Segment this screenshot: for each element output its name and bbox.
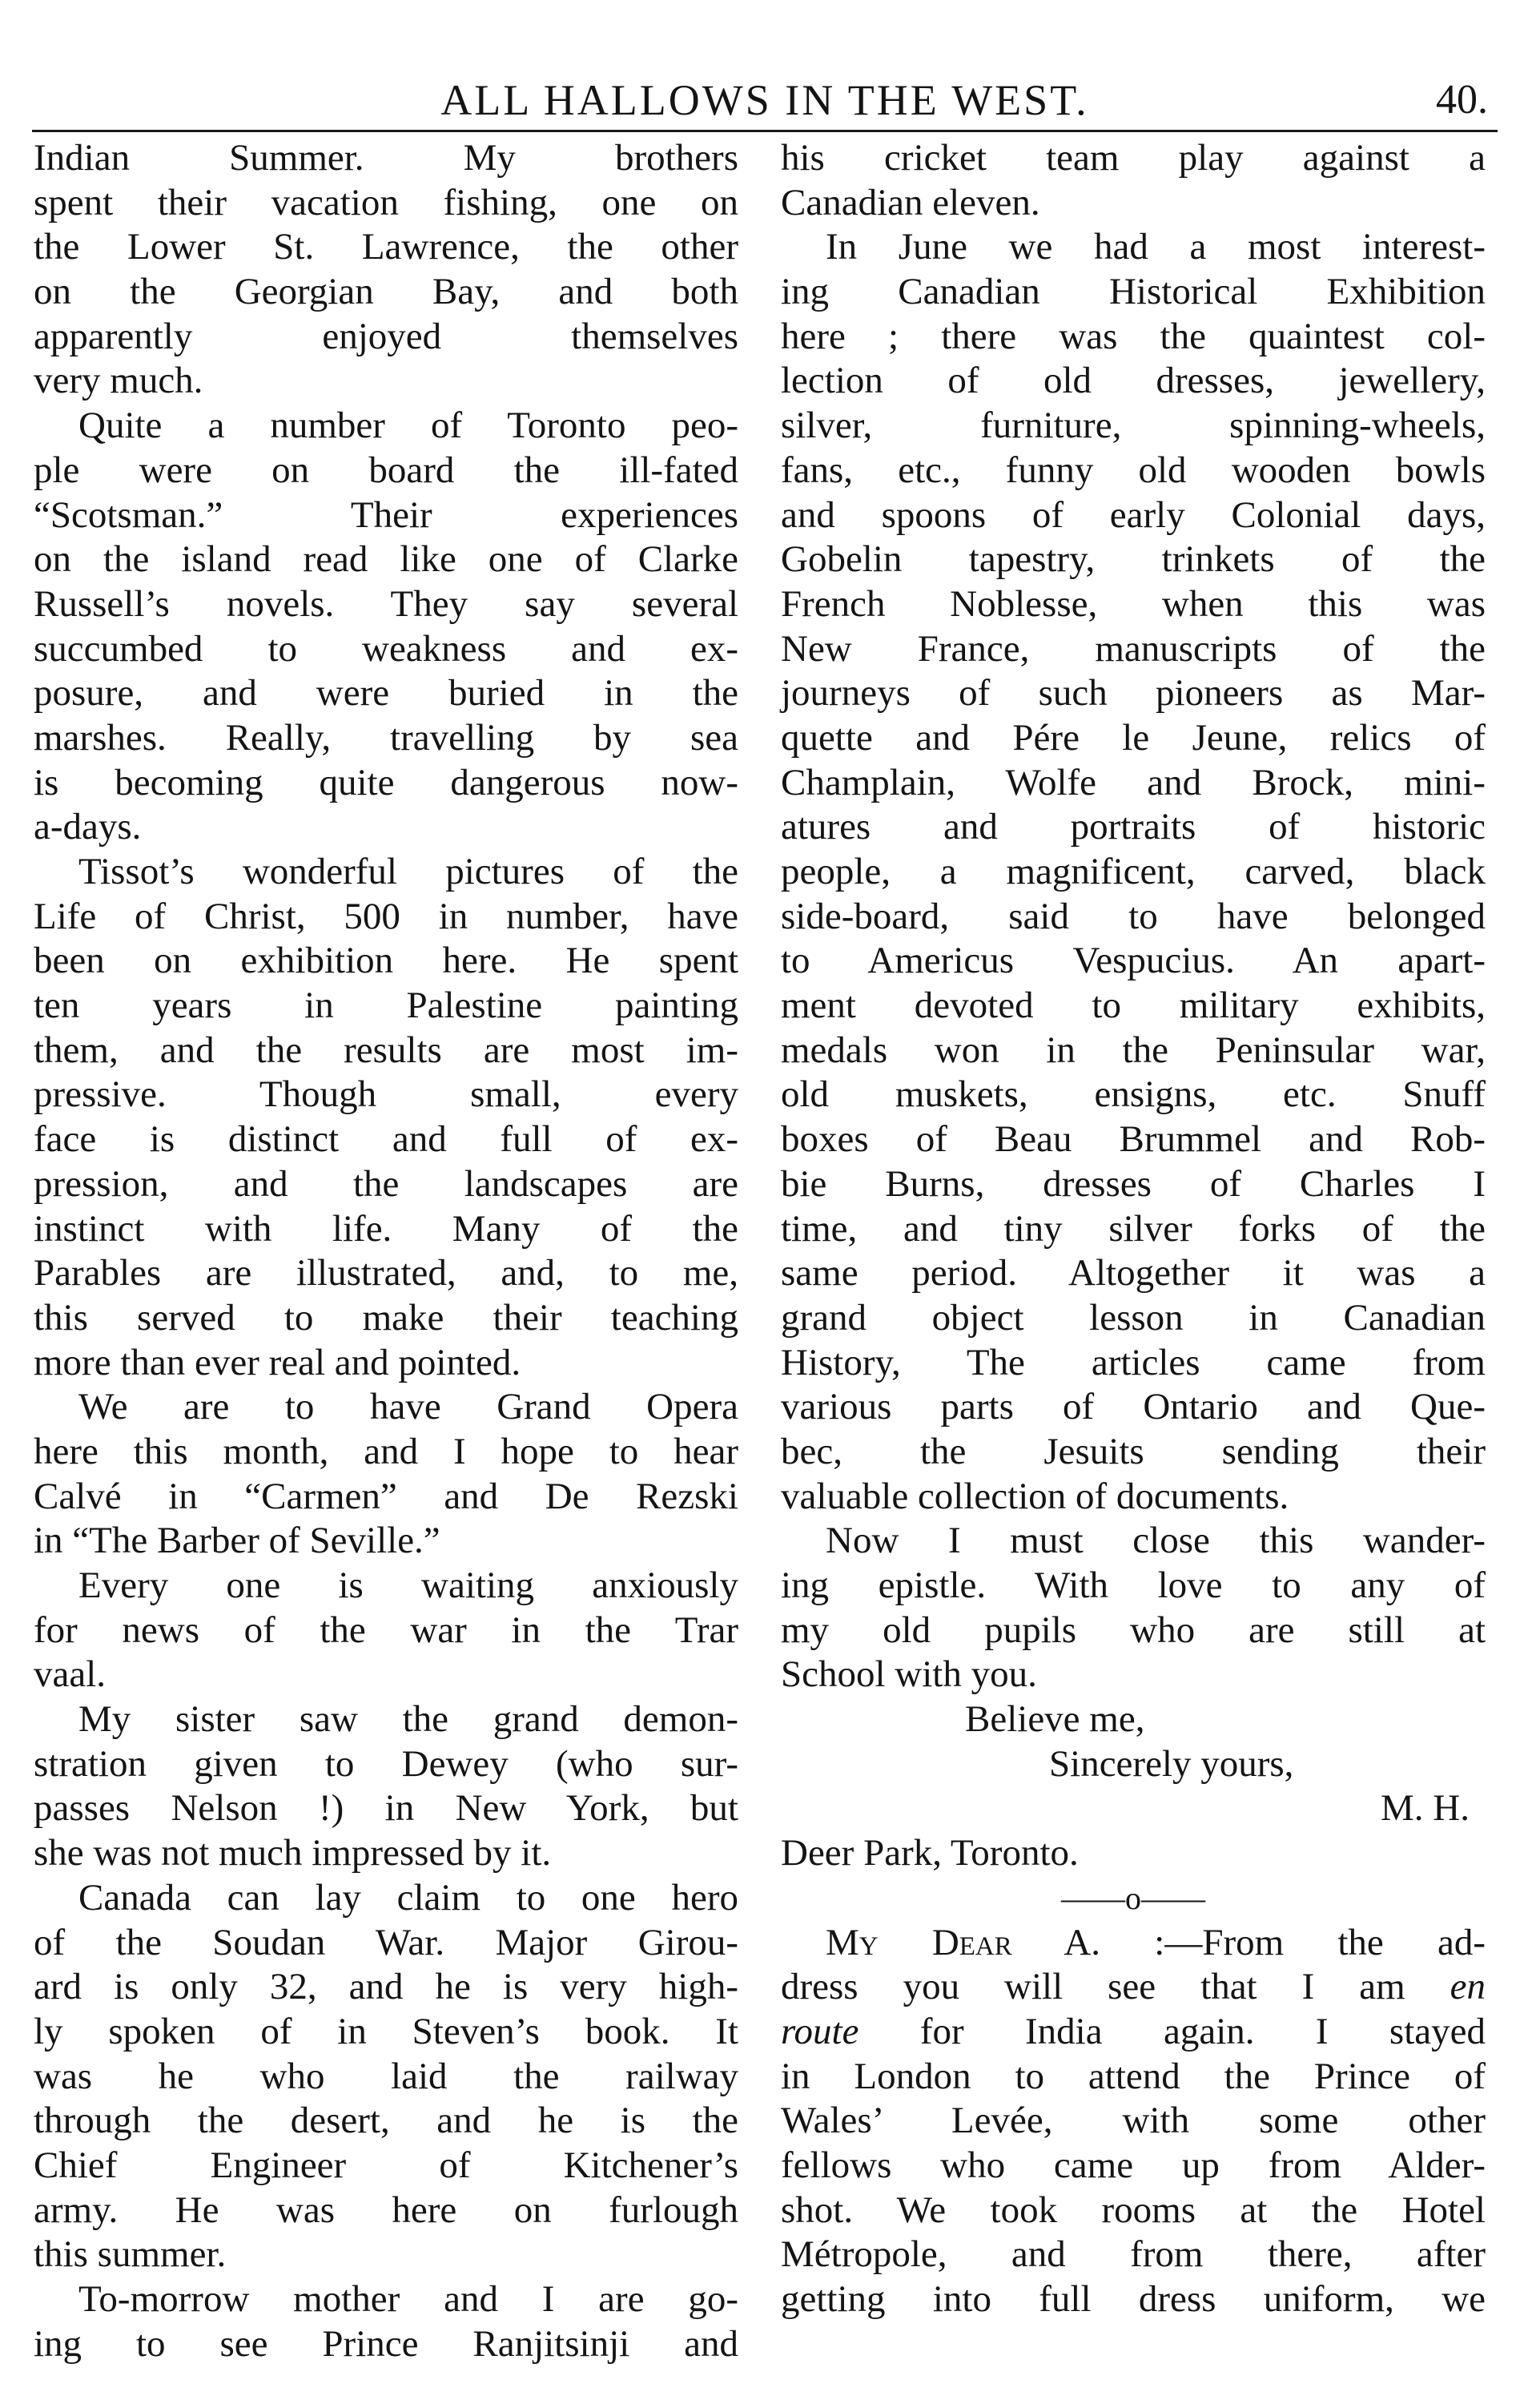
- text-line: Every one is waiting anxiously: [78, 1564, 738, 1606]
- text-line: Wales’ Levée, with some other: [781, 2100, 1486, 2142]
- text-line: quette and Pére le Jeune, relics of: [781, 716, 1486, 759]
- text-line: School with you.: [781, 1653, 1037, 1696]
- text-line: Now I must close this wander-: [826, 1520, 1486, 1562]
- text-line: grand object lesson in Canadian: [781, 1296, 1486, 1339]
- text-line: here this month, and I hope to hear: [34, 1430, 738, 1472]
- text-line: Canadian eleven.: [781, 181, 1040, 223]
- text-fragment: for India again. I stayed: [858, 2010, 1486, 2052]
- text-line: been on exhibition here. He spent: [34, 940, 738, 982]
- page-number: 40.: [1436, 77, 1488, 123]
- text-line: boxes of Beau Brummel and Rob-: [781, 1118, 1486, 1161]
- text-line: ard is only 32, and he is very high-: [34, 1966, 738, 2008]
- text-line: To-morrow mother and I are go-: [78, 2278, 738, 2320]
- text-line: ment devoted to military exhibits,: [781, 985, 1486, 1027]
- text-line: atures and portraits of historic: [781, 806, 1486, 848]
- text-line: was he who laid the railway: [34, 2055, 738, 2097]
- text-line: vaal.: [34, 1653, 107, 1696]
- text-line: a-days.: [34, 806, 142, 848]
- salutation-rest: :—From the ad-: [1100, 1921, 1486, 1963]
- text-line: We are to have Grand Opera: [78, 1386, 738, 1428]
- text-line: his cricket team play against a: [781, 137, 1486, 179]
- text-line: ple were on board the ill-fated: [34, 449, 738, 491]
- text-fragment: dress you will see that I am: [781, 1966, 1450, 2008]
- text-line: Quite a number of Toronto peo-: [78, 405, 738, 447]
- text-line: Chief Engineer of Kitchener’s: [34, 2144, 738, 2186]
- left-column: [34, 136, 738, 2366]
- text-line: on the Georgian Bay, and both: [34, 271, 738, 313]
- text-line: ing to see Prince Ranjitsinji and: [34, 2322, 738, 2365]
- text-line: old muskets, ensigns, etc. Snuff: [781, 1073, 1486, 1116]
- text-line: and spoons of early Colonial days,: [781, 493, 1486, 536]
- page-header: [32, 72, 1498, 132]
- text-line: French Noblesse, when this was: [781, 582, 1486, 625]
- text-line: on the island read like one of Clarke: [34, 538, 738, 581]
- text-line: posure, and were buried in the: [34, 672, 738, 715]
- salutation-line: [781, 1921, 1486, 1966]
- text-line: more than ever real and pointed.: [34, 1341, 521, 1383]
- text-line: of the Soudan War. Major Girou-: [34, 1921, 738, 1963]
- closing-sincerely: Sincerely yours,: [1049, 1742, 1294, 1785]
- text-line: very much.: [34, 360, 203, 402]
- text-line: History, The articles came from: [781, 1341, 1486, 1383]
- text-line: bie Burns, dresses of Charles I: [781, 1162, 1486, 1205]
- text-line: ing epistle. With love to any of: [781, 1564, 1486, 1606]
- text-line: Métropole, and from there, after: [781, 2233, 1486, 2276]
- text-line: same period. Altogether it was a: [781, 1252, 1486, 1295]
- text-line: Calvé in “Carmen” and De Rezski: [34, 1475, 738, 1517]
- italic-text: en: [1450, 1966, 1486, 2008]
- right-column: [781, 136, 1486, 2322]
- italic-text: route: [781, 2010, 859, 2052]
- text-line: ly spoken of in Steven’s book. It: [34, 2010, 738, 2052]
- closing-believe: Believe me,: [965, 1698, 1145, 1741]
- text-line: army. He was here on furlough: [34, 2189, 738, 2231]
- text-line: My sister saw the grand demon-: [78, 1698, 738, 1741]
- section-divider: ——o——: [1061, 1879, 1205, 1916]
- text-line: New France, manuscripts of the: [781, 627, 1486, 670]
- text-line: for news of the war in the Trar: [34, 1609, 738, 1651]
- text-line: Gobelin tapestry, trinkets of the: [781, 538, 1486, 581]
- text-line: to Americus Vespucius. An apart-: [781, 940, 1486, 982]
- closing-place: Deer Park, Toronto.: [781, 1832, 1079, 1874]
- text-line: succumbed to weakness and ex-: [34, 627, 738, 670]
- text-line: pression, and the landscapes are: [34, 1162, 738, 1205]
- text-line: fellows who came up from Alder-: [781, 2144, 1486, 2186]
- text-line: Life of Christ, 500 in number, have: [34, 895, 738, 937]
- text-line: bec, the Jesuits sending their: [781, 1430, 1486, 1472]
- text-line: the Lower St. Lawrence, the other: [34, 226, 738, 268]
- text-line: various parts of Ontario and Que-: [781, 1386, 1486, 1428]
- text-line: [781, 1965, 1486, 2010]
- text-line: time, and tiny silver forks of the: [781, 1207, 1486, 1250]
- text-line: Tissot’s wonderful pictures of the: [78, 851, 738, 892]
- text-line: ing Canadian Historical Exhibition: [781, 271, 1486, 313]
- text-line: marshes. Really, travelling by sea: [34, 716, 738, 759]
- text-line: this served to make their teaching: [34, 1296, 738, 1339]
- text-line: them, and the results are most im-: [34, 1029, 738, 1071]
- text-line: is becoming quite dangerous now-: [34, 761, 738, 803]
- text-line: apparently enjoyed themselves: [34, 315, 738, 357]
- signature-initials: M. H.: [1381, 1787, 1470, 1830]
- text-line: through the desert, and he is the: [34, 2100, 738, 2142]
- text-line: she was not much impressed by it.: [34, 1832, 552, 1874]
- text-line: spent their vacation fishing, one on: [34, 181, 738, 223]
- text-line: “Scotsman.” Their experiences: [34, 493, 738, 536]
- text-line: stration given to Dewey (who sur-: [34, 1742, 738, 1785]
- text-line: people, a magnificent, carved, black: [781, 851, 1486, 892]
- text-line: shot. We took rooms at the Hotel: [781, 2189, 1486, 2231]
- text-line: In June we had a most interest-: [826, 226, 1486, 268]
- text-line: [781, 2010, 1486, 2055]
- text-line: Indian Summer. My brothers: [34, 137, 738, 179]
- text-line: valuable collection of documents.: [781, 1475, 1289, 1517]
- text-line: side-board, said to have belonged: [781, 895, 1486, 937]
- running-title: ALL HALLOWS IN THE WEST.: [440, 76, 1089, 124]
- text-line: this summer.: [34, 2233, 227, 2276]
- text-line: Parables are illustrated, and, to me,: [34, 1252, 738, 1295]
- text-line: Canada can lay claim to one hero: [78, 1876, 738, 1919]
- text-line: fans, etc., funny old wooden bowls: [781, 449, 1486, 491]
- text-line: in London to attend the Prince of: [781, 2055, 1486, 2097]
- text-line: getting into full dress uniform, we: [781, 2278, 1486, 2320]
- text-line: pressive. Though small, every: [34, 1073, 738, 1116]
- text-line: face is distinct and full of ex-: [34, 1118, 738, 1161]
- text-line: ten years in Palestine painting: [34, 985, 738, 1027]
- text-line: Champlain, Wolfe and Brock, mini-: [781, 761, 1486, 803]
- salutation: My Dear A.: [826, 1921, 1101, 1963]
- text-line: silver, furniture, spinning-wheels,: [781, 405, 1486, 447]
- text-line: passes Nelson !) in New York, but: [34, 1787, 738, 1830]
- text-line: Russell’s novels. They say several: [34, 582, 738, 625]
- text-line: instinct with life. Many of the: [34, 1207, 738, 1250]
- text-line: in “The Barber of Seville.”: [34, 1520, 440, 1562]
- text-line: journeys of such pioneers as Mar-: [781, 672, 1486, 715]
- text-line: here ; there was the quaintest col-: [781, 315, 1486, 357]
- text-line: medals won in the Peninsular war,: [781, 1029, 1486, 1071]
- text-line: my old pupils who are still at: [781, 1609, 1486, 1651]
- text-line: lection of old dresses, jewellery,: [781, 360, 1486, 402]
